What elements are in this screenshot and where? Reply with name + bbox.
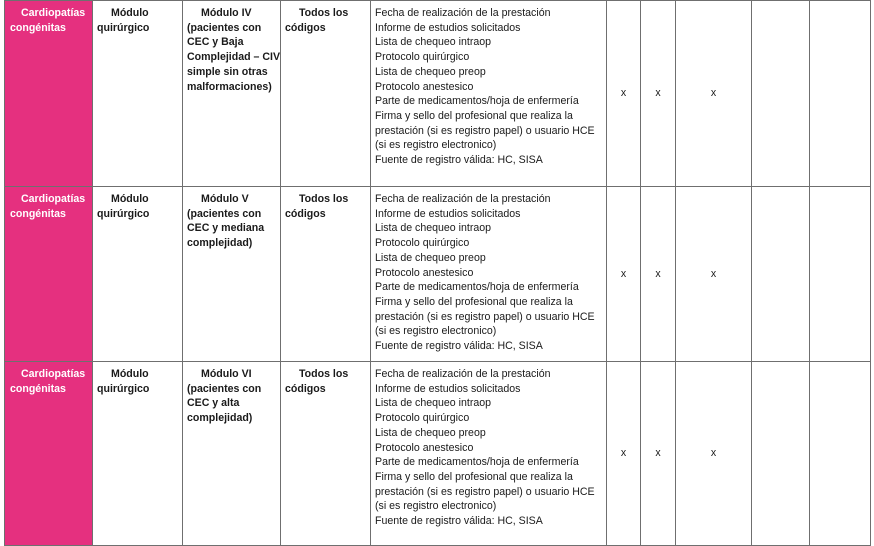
requirements-cell-line — [375, 396, 602, 411]
requirements-cell-text: Firma y sello del profesional que realiza la — [375, 295, 573, 308]
requirements-cell-text: Protocolo quirúrgico — [375, 51, 470, 64]
requirements-table — [4, 0, 871, 546]
module-type-cell-line — [97, 21, 178, 36]
requirements-cell-text: Lista de chequeo intraop — [375, 36, 492, 49]
module-cell-text: CEC y mediana — [187, 222, 265, 235]
requirements-cell — [371, 187, 607, 362]
category-cell-line — [10, 207, 90, 222]
module-cell-text: Módulo IV — [201, 7, 252, 19]
module-type-cell-line — [97, 6, 178, 21]
requirements-cell-text: Protocolo quirúrgico — [375, 237, 470, 250]
category-cell — [5, 1, 93, 187]
category-cell-line — [10, 382, 90, 397]
codes-cell — [281, 187, 371, 362]
module-cell-text: (pacientes con — [187, 382, 262, 395]
module-type-cell-text: Módulo — [111, 7, 149, 19]
requirements-cell-line — [375, 221, 602, 236]
check-mark-cell: x — [641, 1, 676, 187]
check-mark-cell: x — [641, 362, 676, 546]
module-type-cell-line — [97, 367, 178, 382]
module-cell-line — [187, 221, 276, 236]
module-cell-text: (pacientes con — [187, 207, 262, 220]
module-type-cell — [93, 1, 183, 187]
codes-cell-text: Todos los — [299, 7, 349, 19]
requirements-cell-text: Lista de chequeo preop — [375, 65, 486, 78]
table-row — [5, 1, 871, 187]
module-type-cell-line — [97, 207, 178, 222]
module-cell-text: Módulo VI — [201, 368, 252, 380]
requirements-cell-line — [375, 153, 602, 168]
requirements-cell-line — [375, 80, 602, 95]
requirements-cell-text: prestación (si es registro papel) o usuario HCE — [375, 485, 595, 498]
codes-cell-text: Todos los — [299, 193, 349, 205]
module-cell — [183, 362, 281, 546]
check-mark-cell: x — [676, 187, 752, 362]
module-cell-text: malformaciones) — [187, 80, 272, 93]
category-cell-text: congénitas — [10, 382, 66, 395]
requirements-cell-line — [375, 94, 602, 109]
module-cell-line — [187, 192, 276, 207]
check-mark-cell: x — [607, 362, 641, 546]
requirements-cell-text: Fecha de realización de la prestación — [375, 7, 551, 19]
requirements-cell-text: Parte de medicamentos/hoja de enfermería — [375, 281, 579, 294]
requirements-cell-line — [375, 35, 602, 50]
module-type-cell-text: quirúrgico — [97, 207, 150, 220]
codes-cell-line — [285, 382, 366, 397]
check-mark-cell — [810, 362, 871, 546]
module-cell-line — [187, 411, 276, 426]
requirements-cell-line — [375, 455, 602, 470]
requirements-cell-text: Fuente de registro válida: HC, SISA — [375, 340, 543, 353]
module-cell-line — [187, 382, 276, 397]
requirements-cell-text: prestación (si es registro papel) o usuario HCE — [375, 124, 595, 137]
module-cell-line — [187, 65, 276, 80]
requirements-cell-line — [375, 236, 602, 251]
codes-cell-line — [285, 367, 366, 382]
category-cell-text: Cardiopatías — [21, 193, 86, 205]
module-cell-line — [187, 207, 276, 222]
codes-cell — [281, 1, 371, 187]
requirements-cell-line — [375, 6, 602, 21]
requirements-cell-line — [375, 441, 602, 456]
category-cell — [5, 362, 93, 546]
requirements-cell-text: Fuente de registro válida: HC, SISA — [375, 515, 543, 528]
requirements-cell-line — [375, 192, 602, 207]
requirements-cell-text: Informe de estudios solicitados — [375, 21, 521, 34]
requirements-cell-text: Protocolo anestesico — [375, 266, 474, 279]
requirements-cell-line — [375, 514, 602, 529]
requirements-cell-line — [375, 470, 602, 485]
module-cell-text: Complejidad – CIV — [187, 51, 281, 64]
requirements-cell-text: Fecha de realización de la prestación — [375, 368, 551, 380]
check-mark-cell — [752, 1, 810, 187]
check-mark-cell — [810, 1, 871, 187]
check-mark-cell: x — [676, 1, 752, 187]
category-cell-line — [10, 6, 90, 21]
requirements-cell-text: (si es registro electronico) — [375, 500, 497, 513]
requirements-cell-line — [375, 124, 602, 139]
requirements-cell-line — [375, 499, 602, 514]
requirements-cell-line — [375, 21, 602, 36]
codes-cell-text: códigos — [285, 207, 326, 220]
module-type-cell-text: Módulo — [111, 193, 149, 205]
requirements-cell-text: prestación (si es registro papel) o usuario HCE — [375, 310, 595, 323]
check-mark-cell — [810, 187, 871, 362]
check-mark-cell: x — [676, 362, 752, 546]
codes-cell-text: Todos los — [299, 368, 349, 380]
requirements-cell-line — [375, 367, 602, 382]
category-cell-line — [10, 192, 90, 207]
category-cell-text: congénitas — [10, 21, 66, 34]
codes-cell — [281, 362, 371, 546]
module-cell — [183, 1, 281, 187]
requirements-cell-line — [375, 251, 602, 266]
module-type-cell — [93, 362, 183, 546]
module-cell-text: complejidad) — [187, 412, 253, 425]
module-type-cell-text: Módulo — [111, 368, 149, 380]
requirements-cell-line — [375, 426, 602, 441]
requirements-cell-text: Protocolo anestesico — [375, 441, 474, 454]
module-cell-text: CEC y Baja — [187, 36, 244, 49]
category-cell-line — [10, 21, 90, 36]
codes-cell-text: códigos — [285, 21, 326, 34]
requirements-cell-text: (si es registro electronico) — [375, 139, 497, 152]
module-type-cell — [93, 187, 183, 362]
requirements-cell-line — [375, 310, 602, 325]
module-cell-text: simple sin otras — [187, 65, 268, 78]
requirements-cell — [371, 362, 607, 546]
requirements-cell-text: Lista de chequeo intraop — [375, 222, 492, 235]
category-cell — [5, 187, 93, 362]
codes-cell-line — [285, 21, 366, 36]
check-mark-cell — [752, 187, 810, 362]
codes-cell-line — [285, 207, 366, 222]
category-cell-text: Cardiopatías — [21, 7, 86, 19]
module-cell-line — [187, 396, 276, 411]
table-row — [5, 187, 871, 362]
requirements-cell-line — [375, 324, 602, 339]
requirements-cell-text: Fuente de registro válida: HC, SISA — [375, 154, 543, 167]
module-type-cell-text: quirúrgico — [97, 21, 150, 34]
requirements-cell-line — [375, 485, 602, 500]
module-cell-line — [187, 367, 276, 382]
requirements-cell-line — [375, 266, 602, 281]
module-cell-line — [187, 6, 276, 21]
codes-cell-text: códigos — [285, 382, 326, 395]
requirements-cell-line — [375, 411, 602, 426]
codes-cell-line — [285, 192, 366, 207]
requirements-cell-text: Parte de medicamentos/hoja de enfermería — [375, 95, 579, 108]
requirements-cell-text: (si es registro electronico) — [375, 325, 497, 338]
module-cell-text: complejidad) — [187, 237, 253, 250]
requirements-cell-text: Firma y sello del profesional que realiza la — [375, 470, 573, 483]
requirements-cell-line — [375, 339, 602, 354]
requirements-cell-line — [375, 382, 602, 397]
module-cell-text: Módulo V — [201, 193, 249, 205]
module-cell — [183, 187, 281, 362]
requirements-cell-text: Protocolo quirúrgico — [375, 412, 470, 425]
module-cell-line — [187, 80, 276, 95]
module-type-cell-line — [97, 192, 178, 207]
requirements-cell-text: Lista de chequeo intraop — [375, 397, 492, 410]
check-mark-cell — [752, 362, 810, 546]
requirements-cell-line — [375, 295, 602, 310]
requirements-cell-text: Informe de estudios solicitados — [375, 382, 521, 395]
requirements-cell-text: Lista de chequeo preop — [375, 426, 486, 439]
module-cell-text: (pacientes con — [187, 21, 262, 34]
module-cell-line — [187, 21, 276, 36]
module-cell-line — [187, 50, 281, 65]
requirements-cell-line — [375, 207, 602, 222]
check-mark-cell: x — [607, 187, 641, 362]
module-cell-line — [187, 236, 276, 251]
module-cell-line — [187, 35, 276, 50]
requirements-cell-text: Lista de chequeo preop — [375, 251, 486, 264]
requirements-cell-text: Protocolo anestesico — [375, 80, 474, 93]
requirements-cell-text: Informe de estudios solicitados — [375, 207, 521, 220]
table-row — [5, 362, 871, 546]
module-type-cell-line — [97, 382, 178, 397]
check-mark-cell: x — [641, 187, 676, 362]
codes-cell-line — [285, 6, 366, 21]
requirements-cell-line — [375, 138, 602, 153]
requirements-cell-line — [375, 109, 602, 124]
module-type-cell-text: quirúrgico — [97, 382, 150, 395]
requirements-cell-line — [375, 50, 602, 65]
requirements-cell-text: Firma y sello del profesional que realiza la — [375, 109, 573, 122]
category-cell-text: congénitas — [10, 207, 66, 220]
check-mark-cell: x — [607, 1, 641, 187]
requirements-cell — [371, 1, 607, 187]
requirements-cell-text: Parte de medicamentos/hoja de enfermería — [375, 456, 579, 469]
category-cell-text: Cardiopatías — [21, 368, 86, 380]
requirements-cell-text: Fecha de realización de la prestación — [375, 193, 551, 205]
requirements-cell-line — [375, 65, 602, 80]
requirements-cell-line — [375, 280, 602, 295]
module-cell-text: CEC y alta — [187, 397, 240, 410]
category-cell-line — [10, 367, 90, 382]
